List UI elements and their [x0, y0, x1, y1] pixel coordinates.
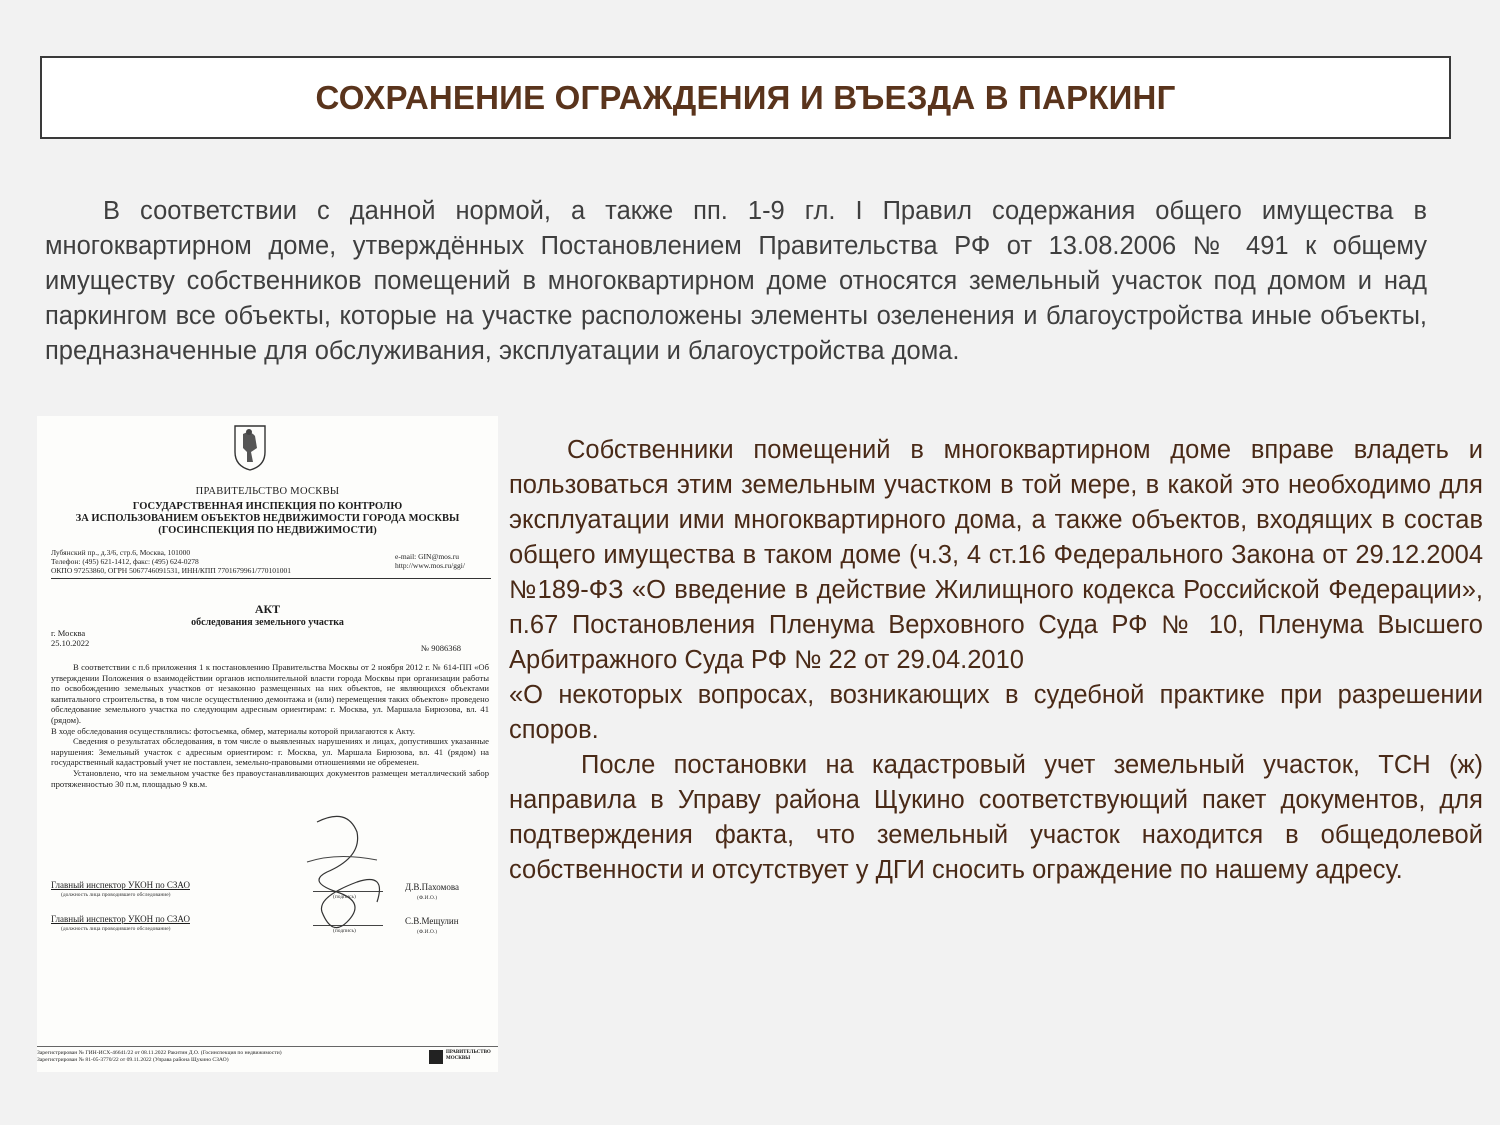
cadastral-paragraph: После постановки на кадастровый учет земельный участок, ТСН (ж) направила в Управу района Щукино соответствующий пакет документов, для подтверждения факта, что земельный участок находится в общедолевой собственности и отсутствует у ДГИ сносить ограждение по нашему адресу. [509, 751, 1483, 884]
doc-divider [51, 578, 491, 579]
moscow-logo-icon [429, 1050, 443, 1064]
rights-paragraph: Собственники помещений в многоквартирном доме вправе владеть и пользоваться этим земельным участком в той мере, в какой это необходимо для эксплуатации ими многоквартирного дома, а также объектов, входящих в состав общего имущества в таком доме (ч.3, 4 ст.16 Федерального Закона от 29.12.2004 №189-ФЗ «О введение в действие Жилищного кодекса Российской Федерации», п.67 Постановления Пленума Верховного Суда РФ № 10, Пленума Высшего Арбитражного Суда РФ № 22 от 29.04.2010 [509, 436, 1483, 674]
doc-sig2-title: Главный инспектор УКОН по СЗАО [51, 914, 190, 924]
doc-date: 25.10.2022 [51, 638, 90, 648]
doc-sig1-caption: (должность лица проводившего обследование) [61, 892, 171, 898]
title-box [40, 56, 1451, 139]
doc-registration-footer [37, 1050, 437, 1064]
page-title: СОХРАНЕНИЕ ОГРАЖДЕНИЯ И ВЪЕЗДА В ПАРКИНГ [315, 78, 1176, 116]
right-text-column [509, 433, 1483, 888]
doc-footer-line-2: Зарегистрирован № 81-05-3770/22 от 09.11.2022 (Управа района Щукино СЗАО) [37, 1057, 229, 1063]
doc-contacts [395, 552, 495, 570]
scanned-act-document [37, 416, 498, 1072]
doc-org-line-3: (ГОСИНСПЕКЦИЯ ПО НЕДВИЖИМОСТИ) [158, 525, 377, 536]
doc-place-date [51, 628, 89, 648]
doc-gov-header: ПРАВИТЕЛЬСТВО МОСКВЫ [195, 486, 340, 497]
doc-address-line-3: ОКПО 97253860, ОГРН 5067746091531, ИНН/КПП 7701679961/770101001 [51, 566, 291, 575]
doc-body-paragraph-4: Установлено, что на земельном участке без правоустанавливающих документов размещен металлический забор протяженностью 30 п.м, площадью 9 кв.м. [51, 767, 489, 789]
doc-email: e-mail: GIN@mos.ru [395, 552, 459, 561]
doc-body-paragraph-1: В соответствии с п.6 приложения 1 к постановлению Правительства Москвы от 2 ноября 2012 г. № 614-ПП «Об утверждении Положения о взаимодействии органов исполнительной власти города Москвы при организации работы по освобождению земельных участков от незаконно размещенных на них объектов, не являющихся объектами капитального строительства, в том числе осуществлению демонтажа и (или) перемещения таких объектов» проведено обследование земельного участка по следующим адресным ориентирам: г. Москва, ул. Маршала Бирюзова, вл. 41 (рядом). [51, 662, 489, 725]
doc-org-line-2: ЗА ИСПОЛЬЗОВАНИЕМ ОБЪЕКТОВ НЕДВИЖИМОСТИ ГОРОДА МОСКВЫ [75, 513, 460, 524]
doc-act-subtitle: обследования земельного участка [191, 617, 344, 628]
doc-footer-line-1: Зарегистрирован № ГИН-ИСХ-46641/22 от 08.11.2022 Ракитин Д.О. (Госинспекция по недвижимости) [37, 1050, 282, 1056]
doc-org-header [37, 501, 498, 537]
doc-address-line-2: Телефон: (495) 621-1412, факс: (495) 624-0278 [51, 557, 199, 566]
doc-body [51, 662, 489, 789]
doc-number: № 9086368 [421, 643, 461, 653]
doc-body-paragraph-2: В ходе обследования осуществлялись: фотосъемка, обмер, материалы которой прилагаются к Акту. [51, 725, 416, 736]
doc-address-block [51, 548, 351, 575]
doc-footer-logo-line-1: ПРАВИТЕЛЬСТВО [446, 1050, 491, 1055]
doc-footer-logo [429, 1050, 493, 1064]
doc-footer-logo-text [446, 1050, 491, 1062]
doc-sig2-caption: (должность лица проводившего обследование) [61, 926, 171, 932]
moscow-coat-of-arms-icon [233, 422, 267, 472]
doc-act-title: АКТ [254, 602, 281, 616]
doc-org-line-1: ГОСУДАРСТВЕННАЯ ИНСПЕКЦИЯ ПО КОНТРОЛЮ [132, 501, 403, 512]
handwritten-signature-icon [287, 802, 417, 952]
doc-sig2-name: С.В.Мещулин [405, 916, 459, 926]
doc-footer-logo-line-2: МОСКВЫ [446, 1056, 471, 1061]
doc-address-line-1: Лубянский пр., д.3/6, стр.6, Москва, 101000 [51, 548, 191, 557]
rights-paragraph-continuation: «О некоторых вопросах, возникающих в судебной практике при разрешении споров. [509, 681, 1483, 744]
doc-sig1-sign-label: (подпись) [333, 894, 356, 900]
doc-sig2-fio-label: (Ф.И.О.) [417, 929, 438, 935]
doc-sig2-sign-label: (подпись) [333, 928, 356, 934]
doc-site: http://www.mos.ru/ggi/ [395, 561, 465, 570]
doc-sig1-name: Д.В.Пахомова [405, 882, 459, 892]
doc-footer-divider [37, 1046, 498, 1047]
intro-paragraph: В соответствии с данной нормой, а также пп. 1-9 гл. I Правил содержания общего имущества в многоквартирном доме, утверждённых Постановлением Правительства РФ от 13.08.2006 № 491 к общему имуществу собственников помещений в многоквартирном доме относятся земельный участок под домом и над паркингом все объекты, которые на участке расположены элементы озеленения и благоустройства иные объекты, предназначенные для обслуживания, эксплуатации и благоустройства дома. [45, 197, 1427, 365]
doc-body-paragraph-3: Сведения о результатах обследования, в том числе о выявленных нарушениях и лицах, допустивших указанные нарушения: Земельный участок с адресным ориентиром: г. Москва, ул. Маршала Бирюзова, вл. 41 (рядом) на государственный кадастровый учет не поставлен, земельно-правовыми отношениями не обременен. [51, 736, 489, 768]
doc-city: г. Москва [51, 628, 86, 638]
doc-sig1-title: Главный инспектор УКОН по СЗАО [51, 880, 190, 890]
doc-sig1-fio-label: (Ф.И.О.) [417, 895, 438, 901]
